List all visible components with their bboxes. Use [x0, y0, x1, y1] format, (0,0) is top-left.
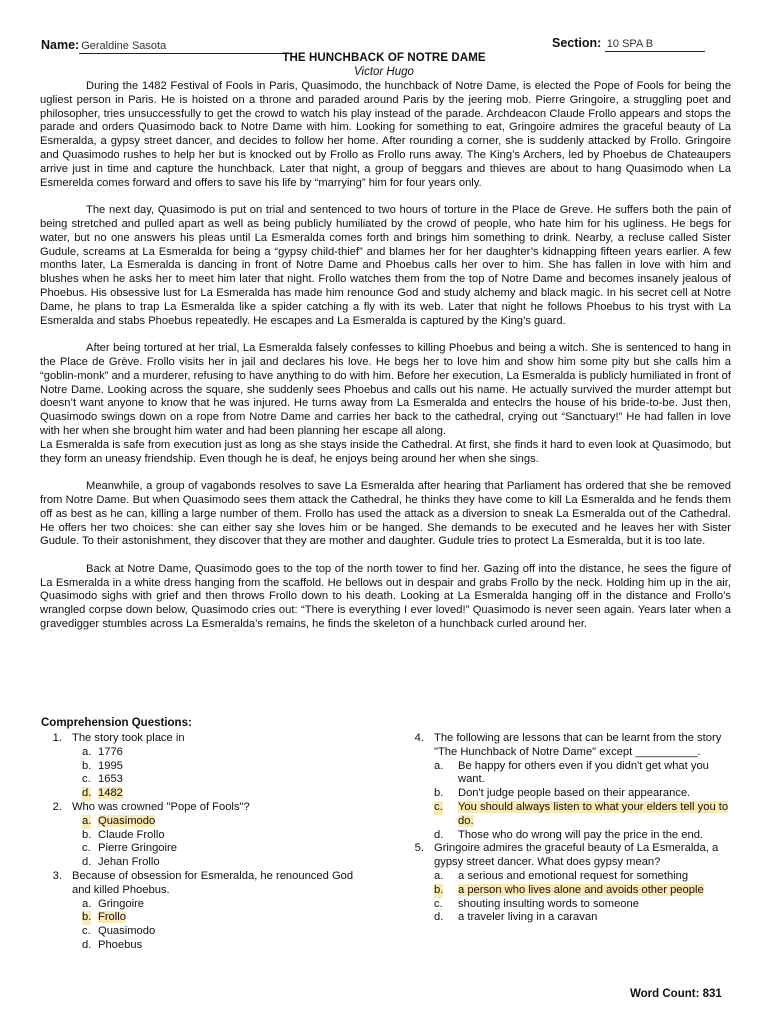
question-5 — [410, 842, 730, 870]
option-text: a traveler living in a caravan — [458, 911, 598, 924]
option-highlighted[interactable] — [40, 815, 360, 829]
option[interactable] — [410, 760, 730, 788]
option-letter: d. — [434, 828, 444, 841]
story-paragraph: The next day, Quasimodo is put on trial and sentenced to two hours of torture in the Place de Greve. He suffers both the pain of being stretched and pulled apart as well as being publicly humiliated by the crowd of people, who hate him for his ugliness. He begs for water, but no one answers his pleas until La Esmeralda comes forth and brings him something to drink. Nearby, a recluse called Sister Gudule, screams at La Esmeralda for being a “gypsy child-thief” and blames her for her daughter’s kidnapping fifteen years earlier. A few months later, La Esmeralda is dancing in front of Notre Dame and Phoebus calls her over to him. She has fallen in love with him and blushes when he asks her to meet him later that night. Frollo watches them from the top of Notre Dame and becomes insanely jealous of Phoebus. His obsessive lust for La Esmeralda has made him renounce God and study alchemy and black magic. In his secret cell at Notre Dame, he plans to trap La Esmeralda like a spider catching a fly with its web. Later that night he follows Phoebus to his tryst with La Esmeralda and stabs Phoebus repeatedly. He escapes and La Esmeralda is captured by the King’s guard. — [40, 204, 731, 327]
option-letter: b. — [434, 883, 444, 896]
question-text: Gringoire admires the graceful beauty of La Esmeralda, a gypsy street dancer. What does gypsy mean? — [434, 842, 719, 869]
story-paragraph: Back at Notre Dame, Quasimodo goes to the top of the north tower to find her. Gazing off into the distance, he sees the figure of La Esmeralda in a white dress hanging from the scaffold. He bellows out in despair and grabs Frollo by the neck. Holding him up in the air, Quasimodo sighs with grief and then throws Frollo down to his death. Looking at La Esmeralda hanging off in the distance and Frollo’s wrangled corpse down below, Quasimodo cries out: “There is everything I ever loved!” Quasimodo is never seen again. Years later when a gravedigger stumbles across La Esmeralda’s remains, he finds the skeleton of a hunchback curled around her. — [40, 562, 731, 631]
option-letter: d. — [434, 911, 444, 924]
option-highlighted[interactable] — [40, 911, 360, 925]
question-text: Because of obsession for Esmeralda, he renounced God and killed Phoebus. — [72, 869, 354, 896]
story-paragraph: After being tortured at her trial, La Esmeralda falsely confesses to killing Phoebus and being a witch. She is sentenced to hang in the Place de Grève. Frollo visits her in jail and declares his love. He begs her to love him and show him some pity but she calls him a “goblin-monk” and a murderer, refusing to have anything to do with him. Before her execution, La Esmeralda is publicly humiliated in front of Notre Dame. Looking across the square, she suddenly sees Phoebus and calls out his name. He actually survived the murder attempt but doesn’t want anyone to know that he was injured. He turns away from La Esmeralda and enteclrs the house of his bride-to-be. Just then, Quasimodo swings down on a rope from Notre Dame and carries her back to the cathedral, crying out “Sanctuary!” He had fallen in love with her when she brought him water and had been planning her escape all along. — [40, 342, 731, 437]
story-paragraph: During the 1482 Festival of Fools in Paris, Quasimodo, the hunchback of Notre Dame, is elected the Pope of Fools for being the ugliest person in Paris. He is hoisted on a throne and paraded around Paris by the jeering mob. Pierre Gringoire, a struggling poet and philosopher, tries unsuccessfully to get the crowd to watch his play instead of the parade. Archdeacon Claude Frollo appears and stops the parade and orders Quasimodo back to Notre Dame with him. Looking for something to eat, Gringoire admires the graceful beauty of La Esmeralda, a gypsy street dancer, and decides to follow her home. After rounding a corner, she is suddenly attacked by Frollo. Gringoire and Quasimodo rushes to help her but is knocked out by Frollo as Frollo runs away. The King’s Archers, led by Phoebus de Chateaupers arrive just in time and capture the hunchback. Later that night, a group of beggars and thieves are about to hang Quasimodo when La Esmerelda comes forward and offers to save his life by “marrying” him for four years only. — [40, 80, 731, 189]
question-3 — [40, 870, 360, 898]
question-2 — [40, 801, 360, 815]
option-letter: b. — [82, 828, 92, 841]
option[interactable] — [410, 787, 730, 801]
section-value[interactable]: 10 SPA B — [605, 38, 705, 52]
option-letter: a. — [434, 869, 444, 882]
option[interactable] — [410, 870, 730, 884]
option-text: Gringoire — [98, 897, 145, 910]
name-value[interactable]: Geraldine Sasota — [79, 40, 293, 54]
option-highlighted[interactable] — [40, 787, 360, 801]
option-letter: d. — [82, 787, 92, 800]
option[interactable] — [40, 898, 360, 912]
question-text: The story took place in — [72, 732, 185, 744]
option-letter: a. — [434, 759, 444, 772]
option-text: 1653 — [98, 773, 123, 786]
story-paragraph: La Esmeralda is safe from execution just as long as she stays inside the Cathedral. At first, she finds it hard to even look at Quasimodo, but they form an uneasy friendship. Even though he is deaf, he enjoys being around her when she sings. — [40, 438, 731, 465]
option-letter: c. — [82, 925, 91, 938]
option[interactable] — [40, 842, 360, 856]
questions-right-column — [410, 732, 730, 925]
question-number: 1. — [52, 732, 62, 744]
question-1 — [40, 732, 360, 746]
option-letter: c. — [434, 897, 443, 910]
option[interactable] — [40, 829, 360, 843]
option-letter: b. — [82, 759, 92, 772]
option-text: Phoebus — [98, 938, 143, 951]
question-text: Who was crowned "Pope of Fools"? — [72, 800, 250, 813]
question-number: 2. — [52, 800, 62, 813]
document-title: THE HUNCHBACK OF NOTRE DAME — [282, 52, 486, 64]
option-text: Pierre Gringoire — [98, 842, 177, 855]
question-4 — [410, 732, 730, 760]
option-text: You should always listen to what your elders tell you to do. — [458, 800, 729, 827]
section-field — [552, 36, 705, 52]
option-letter: c. — [82, 842, 91, 855]
option[interactable] — [410, 911, 730, 925]
option-text: Quasimodo — [98, 925, 156, 938]
option[interactable] — [410, 829, 730, 843]
option[interactable] — [40, 939, 360, 953]
option-text: 1776 — [98, 745, 123, 758]
word-count: Word Count: 831 — [630, 988, 722, 1000]
option-highlighted[interactable] — [410, 884, 730, 898]
name-label: Name: — [41, 38, 80, 52]
question-number: 5. — [414, 842, 424, 855]
option[interactable] — [40, 925, 360, 939]
option-letter: c. — [82, 773, 91, 786]
option-highlighted[interactable] — [410, 801, 730, 829]
option[interactable] — [40, 773, 360, 787]
question-number: 3. — [52, 869, 62, 882]
option-text: Those who do wrong will pay the price in the end. — [458, 828, 704, 841]
question-number: 4. — [414, 732, 424, 744]
option-text: a serious and emotional request for something — [458, 869, 689, 882]
author: Victor Hugo — [354, 66, 414, 78]
option-letter: b. — [82, 911, 92, 924]
option-letter: a. — [82, 745, 92, 758]
option-letter: b. — [434, 787, 444, 800]
question-text: The following are lessons that can be learnt from the story "The Hunchback of Notre Dame" except __________. — [434, 732, 722, 758]
option-text: Claude Frollo — [98, 828, 165, 841]
option[interactable] — [40, 856, 360, 870]
option-letter: c. — [434, 800, 443, 813]
option-text: Quasimodo — [98, 814, 156, 827]
option[interactable] — [40, 760, 360, 774]
section-label: Section: — [552, 36, 602, 50]
option-text: a person who lives alone and avoids other people — [458, 883, 704, 896]
option-text: 1995 — [98, 759, 123, 772]
option-text: Be happy for others even if you didn't get what you want. — [458, 759, 709, 786]
option-text: 1482 — [98, 787, 123, 800]
comprehension-heading: Comprehension Questions: — [41, 717, 192, 729]
option-letter: a. — [82, 814, 92, 827]
option[interactable] — [40, 746, 360, 760]
story-body — [40, 80, 731, 646]
option[interactable] — [410, 898, 730, 912]
option-text: Don't judge people based on their appearance. — [458, 787, 691, 800]
story-paragraph: Meanwhile, a group of vagabonds resolves to save La Esmeralda after hearing that Parliament has ordered that she be removed from Notre Dame. But when Quasimodo sees them attack the Cathedral, he thinks they have come to kill La Esmeralda and he fends them off as best as he can, killing a large number of them. Frollo has used the attack as a diversion to sneak La Esmeralda out of the Cathedral. He offers her two choices: she can either say she loves him or be hanged. She demands to be executed and he leaves her with Sister Gudule. To their astonishment, they discover that they are mother and daughter. Gudule tries to protect La Esmeralda, but it is too late. — [40, 480, 731, 548]
option-letter: d. — [82, 856, 92, 869]
option-letter: a. — [82, 897, 92, 910]
option-text: shouting insulting words to someone — [458, 897, 639, 910]
option-text: Jehan Frollo — [98, 856, 160, 869]
option-text: Frollo — [98, 911, 126, 924]
option-letter: d. — [82, 938, 92, 951]
questions-left-column — [40, 732, 360, 953]
